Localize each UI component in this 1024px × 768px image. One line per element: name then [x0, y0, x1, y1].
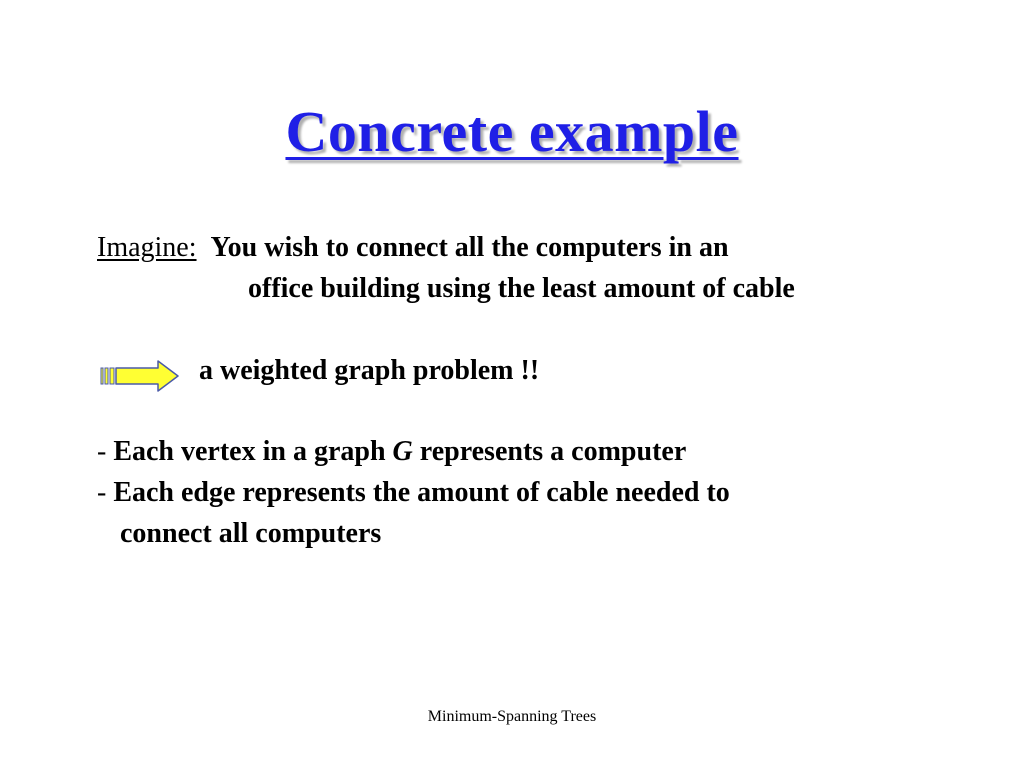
slide-title: Concrete example [285, 99, 739, 164]
bullet-vertex [97, 436, 686, 468]
imagine-line-2: office building using the least amount of cable [248, 273, 795, 304]
bullet-dash: - [97, 436, 107, 467]
arrow-right-icon [100, 359, 180, 393]
imagine-label: Imagine: [97, 232, 197, 263]
bullet-edge-continuation: connect all computers [120, 518, 382, 549]
bullet-edge [97, 477, 730, 509]
imagine-text-1: You wish to connect all the computers in an [210, 232, 729, 263]
bullet-text: represents a computer [419, 436, 687, 467]
graph-symbol: G [392, 436, 413, 467]
imagine-line-1 [97, 232, 729, 264]
arrow-caption: a weighted graph problem !! [199, 355, 540, 386]
bullet-text: Each edge represents the amount of cable needed to [113, 477, 730, 508]
slide-footer: Minimum-Spanning Trees [427, 708, 597, 725]
bullet-text: Each vertex in a graph [113, 436, 386, 467]
bullet-dash: - [97, 477, 107, 508]
